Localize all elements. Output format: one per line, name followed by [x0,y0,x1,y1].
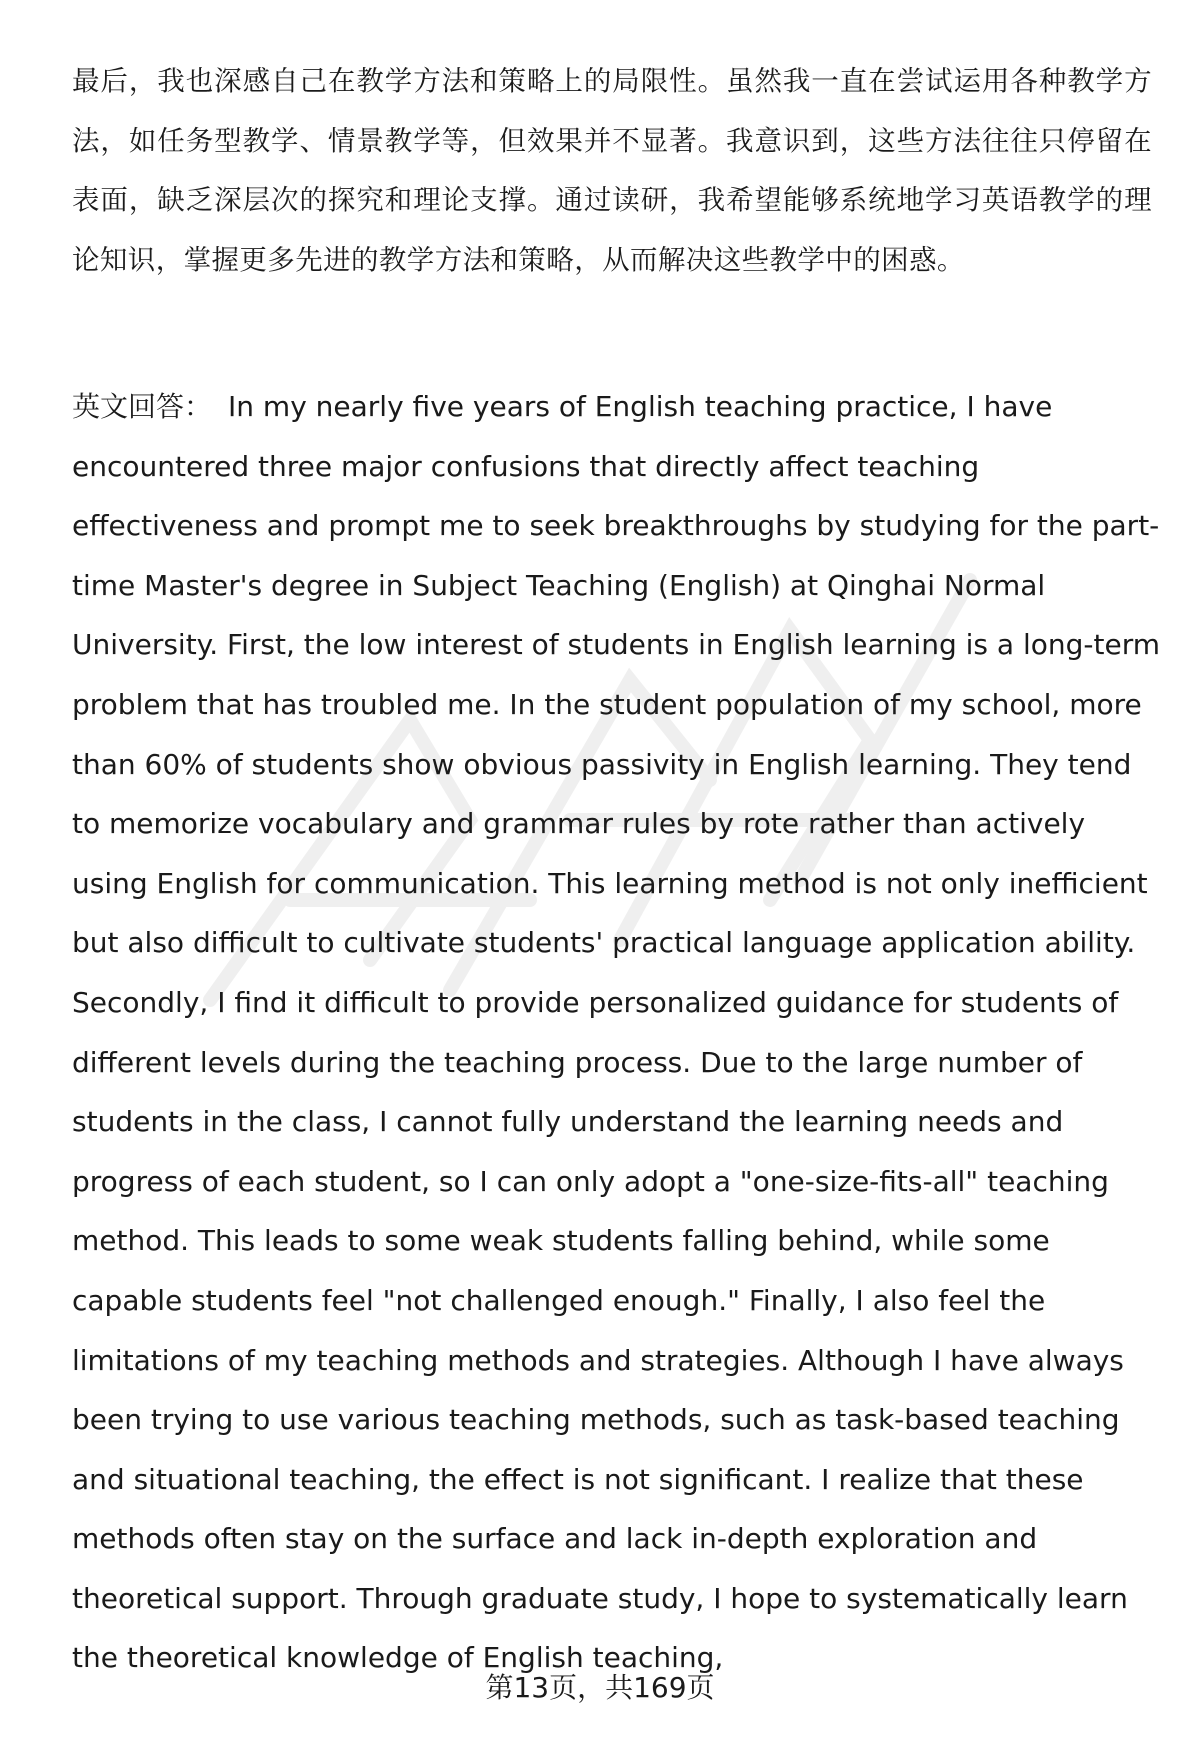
english-answer-paragraph [72,377,1162,1688]
english-answer-text: In my nearly five years of English teaching practice, I have encountered three major confusions that directly affect teaching effectiveness and prompt me to seek breakthroughs by studying for the part-time Master's degree in Subject Teaching (English) at Qinghai Normal University. First, the low interest of students in English learning is a long-term problem that has troubled me. In the student population of my school, more than 60% of students show obvious passivity in English learning. They tend to memorize vocabulary and grammar rules by rote rather than actively using English for communication. This learning method is not only inefficient but also difficult to cultivate students' practical language application ability. Secondly, I find it difficult to provide personalized guidance for students of different levels during the teaching process. Due to the large number of students in the class, I cannot fully understand the learning needs and progress of each student, so I can only adopt a "one-size-fits-all" teaching method. This leads to some weak students falling behind, while some capable students feel "not challenged enough." Finally, I also feel the limitations of my teaching methods and strategies. Although I have always been trying to use various teaching methods, such as task-based teaching and situational teaching, the effect is not significant. I realize that these methods often stay on the surface and lack in-depth exploration and theoretical support. Through graduate study, I hope to systematically learn the theoretical knowledge of English teaching, [72,390,1160,1675]
english-answer-label: 英文回答： [72,390,213,423]
chinese-paragraph: 最后，我也深感自己在教学方法和策略上的局限性。虽然我一直在尝试运用各种教学方法，如任务型教学、情景教学等，但效果并不显著。我意识到，这些方法往往只停留在表面，缺乏深层次的探究和理论支撑。通过读研，我希望能够系统地学习英语教学的理论知识，掌握更多先进的教学方法和策略，从而解决这些教学中的困惑。 [72,65,1152,276]
page-number-footer: 第13页，共169页 [485,1671,715,1704]
